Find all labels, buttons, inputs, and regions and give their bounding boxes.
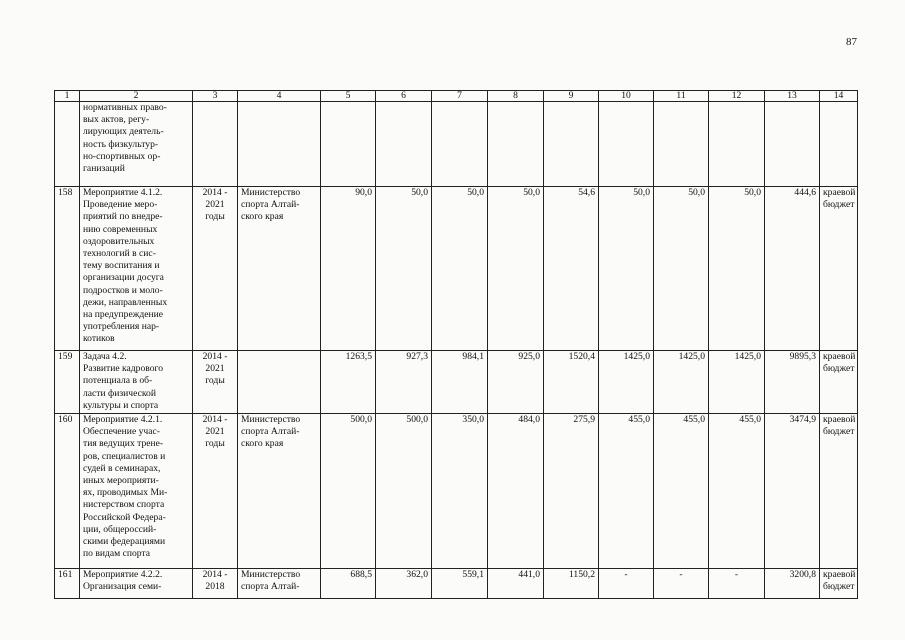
amount-cell: 688,5 [321,569,376,599]
activity-name-cell-line: ях, проводимых Ми- [83,487,168,499]
activity-name-cell-line: подростков и моло- [83,284,163,296]
column-number-11: 11 [654,91,709,102]
amount-cell: 350,0 [432,414,488,569]
activity-name-cell-line: лирующих деятель- [83,126,164,138]
row-number-cell: 160 [55,414,80,569]
activity-name-cell-line: употребления нар- [83,321,160,333]
column-number-8: 8 [488,91,544,102]
amount-cell: 500,0 [321,414,376,569]
amount-cell: 1425,0 [599,351,654,414]
activity-name-cell-line: ров, специалистов и [83,450,166,462]
amount-cell: 1263,5 [321,351,376,414]
empty-cell [544,102,599,187]
activity-name-cell-line: ласти физической [83,387,156,399]
activity-name-cell-line: Мероприятие 4.1.2. [83,187,163,198]
amount-cell: 1150,2 [544,569,599,599]
column-number-5: 5 [321,91,376,102]
activity-name-cell-line: нистерством спорта [83,499,165,511]
years-cell [193,414,238,569]
funding-source-cell-line: краевой [823,187,856,198]
activity-name-cell-line: иных мероприяти- [83,475,159,487]
amount-cell: 984,1 [432,351,488,414]
years-cell-line: годы [205,211,225,223]
amount-cell: 275,9 [544,414,599,569]
empty-cell [193,102,238,187]
activity-name-cell-line: дежи, направленных [83,296,168,308]
amount-cell: 500,0 [376,414,432,569]
executor-cell [238,569,321,599]
amount-cell: 50,0 [654,187,709,351]
activity-name-cell-line: технологий в сис- [83,248,156,260]
amount-cell: 9895,3 [765,351,820,414]
activity-name-cell [80,187,193,351]
activity-name-cell [80,414,193,569]
amount-cell: 3474,9 [765,414,820,569]
column-number-10: 10 [599,91,654,102]
amount-cell: 455,0 [599,414,654,569]
amount-cell: 444,6 [765,187,820,351]
activity-name-cell-line: организации досуга [83,272,164,284]
executor-cell-line: Министерство [241,187,301,198]
activity-name-cell-line: тия ведущих трене- [83,438,164,450]
table-row [55,351,858,414]
activity-name-cell-line: ганизаций [83,163,125,175]
activity-name-cell-line: вых актов, регу- [83,114,150,126]
amount-cell: 50,0 [432,187,488,351]
empty-cell [432,102,488,187]
amount-cell: 54,6 [544,187,599,351]
column-number-9: 9 [544,91,599,102]
years-cell-line: 2021 [205,426,225,438]
activity-name-cell-line: потенциала в об- [83,375,153,387]
table-row [55,187,858,351]
activity-name-cell-line: по видам спорта [83,548,151,560]
empty-cell [820,102,858,187]
amount-cell: 927,3 [376,351,432,414]
amount-cell: 455,0 [709,414,765,569]
empty-cell [55,102,80,187]
activity-name-cell-line: судей в семинарах, [83,462,161,474]
amount-cell: 1520,4 [544,351,599,414]
funding-source-cell [820,414,858,569]
amount-cell: - [709,569,765,599]
activity-name-cell [80,569,193,599]
budget-table [54,90,858,599]
column-number-3: 3 [193,91,238,102]
activity-name-cell [80,102,193,187]
amount-cell: 90,0 [321,187,376,351]
activity-name-cell-line: но-спортивных ор- [83,150,161,162]
executor-cell-line: Министерство [241,569,301,580]
years-cell [193,351,238,414]
empty-cell [709,102,765,187]
funding-source-cell-line: бюджет [823,199,855,211]
column-number-6: 6 [376,91,432,102]
activity-name-cell-line: на предупреждение [83,309,164,321]
years-cell-line: 2014 - [202,569,228,580]
empty-cell [321,102,376,187]
activity-name-cell-line: ции, общероссий- [83,523,157,535]
funding-source-cell [820,351,858,414]
activity-name-cell-line: Задача 4.2. [83,351,127,362]
amount-cell: 1425,0 [709,351,765,414]
activity-name-cell-line: Мероприятие 4.2.1. [83,414,163,425]
activity-name-cell-line: Организация семи- [83,581,162,593]
executor-cell-line: Министерство [241,414,301,425]
empty-cell [654,102,709,187]
amount-cell: 925,0 [488,351,544,414]
executor-cell-line: спорта Алтай- [241,581,300,593]
activity-name-cell-line: культуры и спорта [83,399,159,411]
executor-cell [238,414,321,569]
table-row [55,569,858,599]
empty-cell [238,102,321,187]
years-cell-line: 2021 [205,199,225,211]
years-cell-line: 2021 [205,363,225,375]
amount-cell: - [599,569,654,599]
executor-cell-line: ского края [241,211,284,223]
executor-cell-line: ского края [241,438,284,450]
years-cell [193,187,238,351]
funding-source-cell-line: бюджет [823,426,855,438]
amount-cell: 50,0 [376,187,432,351]
activity-name-cell-line: нию современных [83,223,158,235]
funding-source-cell-line: бюджет [823,363,855,375]
executor-cell-line: спорта Алтай- [241,199,300,211]
funding-source-cell-line: бюджет [823,581,855,593]
years-cell-line: 2014 - [202,414,228,425]
row-number-cell: 159 [55,351,80,414]
empty-cell [488,102,544,187]
column-number-12: 12 [709,91,765,102]
column-number-4: 4 [238,91,321,102]
activity-name-cell-line: Развитие кадрового [83,363,164,375]
column-number-13: 13 [765,91,820,102]
amount-cell: 50,0 [599,187,654,351]
years-cell-line: 2018 [205,581,225,593]
amount-cell: - [654,569,709,599]
executor-cell [238,351,321,414]
activity-name-cell-line: ность физкультур- [83,138,159,150]
activity-name-cell-line: котиков [83,333,115,345]
amount-cell: 50,0 [709,187,765,351]
funding-source-cell-line: краевой [823,414,856,425]
row-number-cell: 158 [55,187,80,351]
column-number-1: 1 [55,91,80,102]
years-cell-line: годы [205,375,225,387]
amount-cell: 1425,0 [654,351,709,414]
amount-cell: 559,1 [432,569,488,599]
activity-name-cell-line: скими федерациями [83,536,166,548]
activity-name-cell-line: Мероприятие 4.2.2. [83,569,163,580]
activity-name-cell-line: приятий по внедре- [83,211,163,223]
amount-cell: 50,0 [488,187,544,351]
executor-cell [238,187,321,351]
activity-name-cell-line: Российской Федера- [83,511,166,523]
activity-name-cell [80,351,193,414]
years-cell-line: годы [205,438,225,450]
amount-cell: 441,0 [488,569,544,599]
funding-source-cell [820,569,858,599]
activity-name-cell-line: тему воспитания и [83,260,160,272]
activity-name-cell-line: Обеспечение учас- [83,426,160,438]
funding-source-cell [820,187,858,351]
column-number-row [55,91,858,102]
amount-cell: 455,0 [654,414,709,569]
years-cell [193,569,238,599]
table-row [55,414,858,569]
funding-source-cell-line: краевой [823,569,856,580]
activity-name-cell-line: оздоровительных [83,235,155,247]
activity-name-cell-line: нормативных право- [83,102,167,113]
executor-cell-line: спорта Алтай- [241,426,300,438]
column-number-14: 14 [820,91,858,102]
column-number-2: 2 [80,91,193,102]
years-cell-line: 2014 - [202,351,228,362]
row-number-cell: 161 [55,569,80,599]
table-row-continuation [55,102,858,187]
amount-cell: 362,0 [376,569,432,599]
amount-cell: 3200,8 [765,569,820,599]
years-cell-line: 2014 - [202,187,228,198]
page-number: 87 [846,36,857,48]
empty-cell [765,102,820,187]
empty-cell [376,102,432,187]
activity-name-cell-line: Проведение меро- [83,199,158,211]
column-number-7: 7 [432,91,488,102]
empty-cell [599,102,654,187]
amount-cell: 484,0 [488,414,544,569]
funding-source-cell-line: краевой [823,351,856,362]
